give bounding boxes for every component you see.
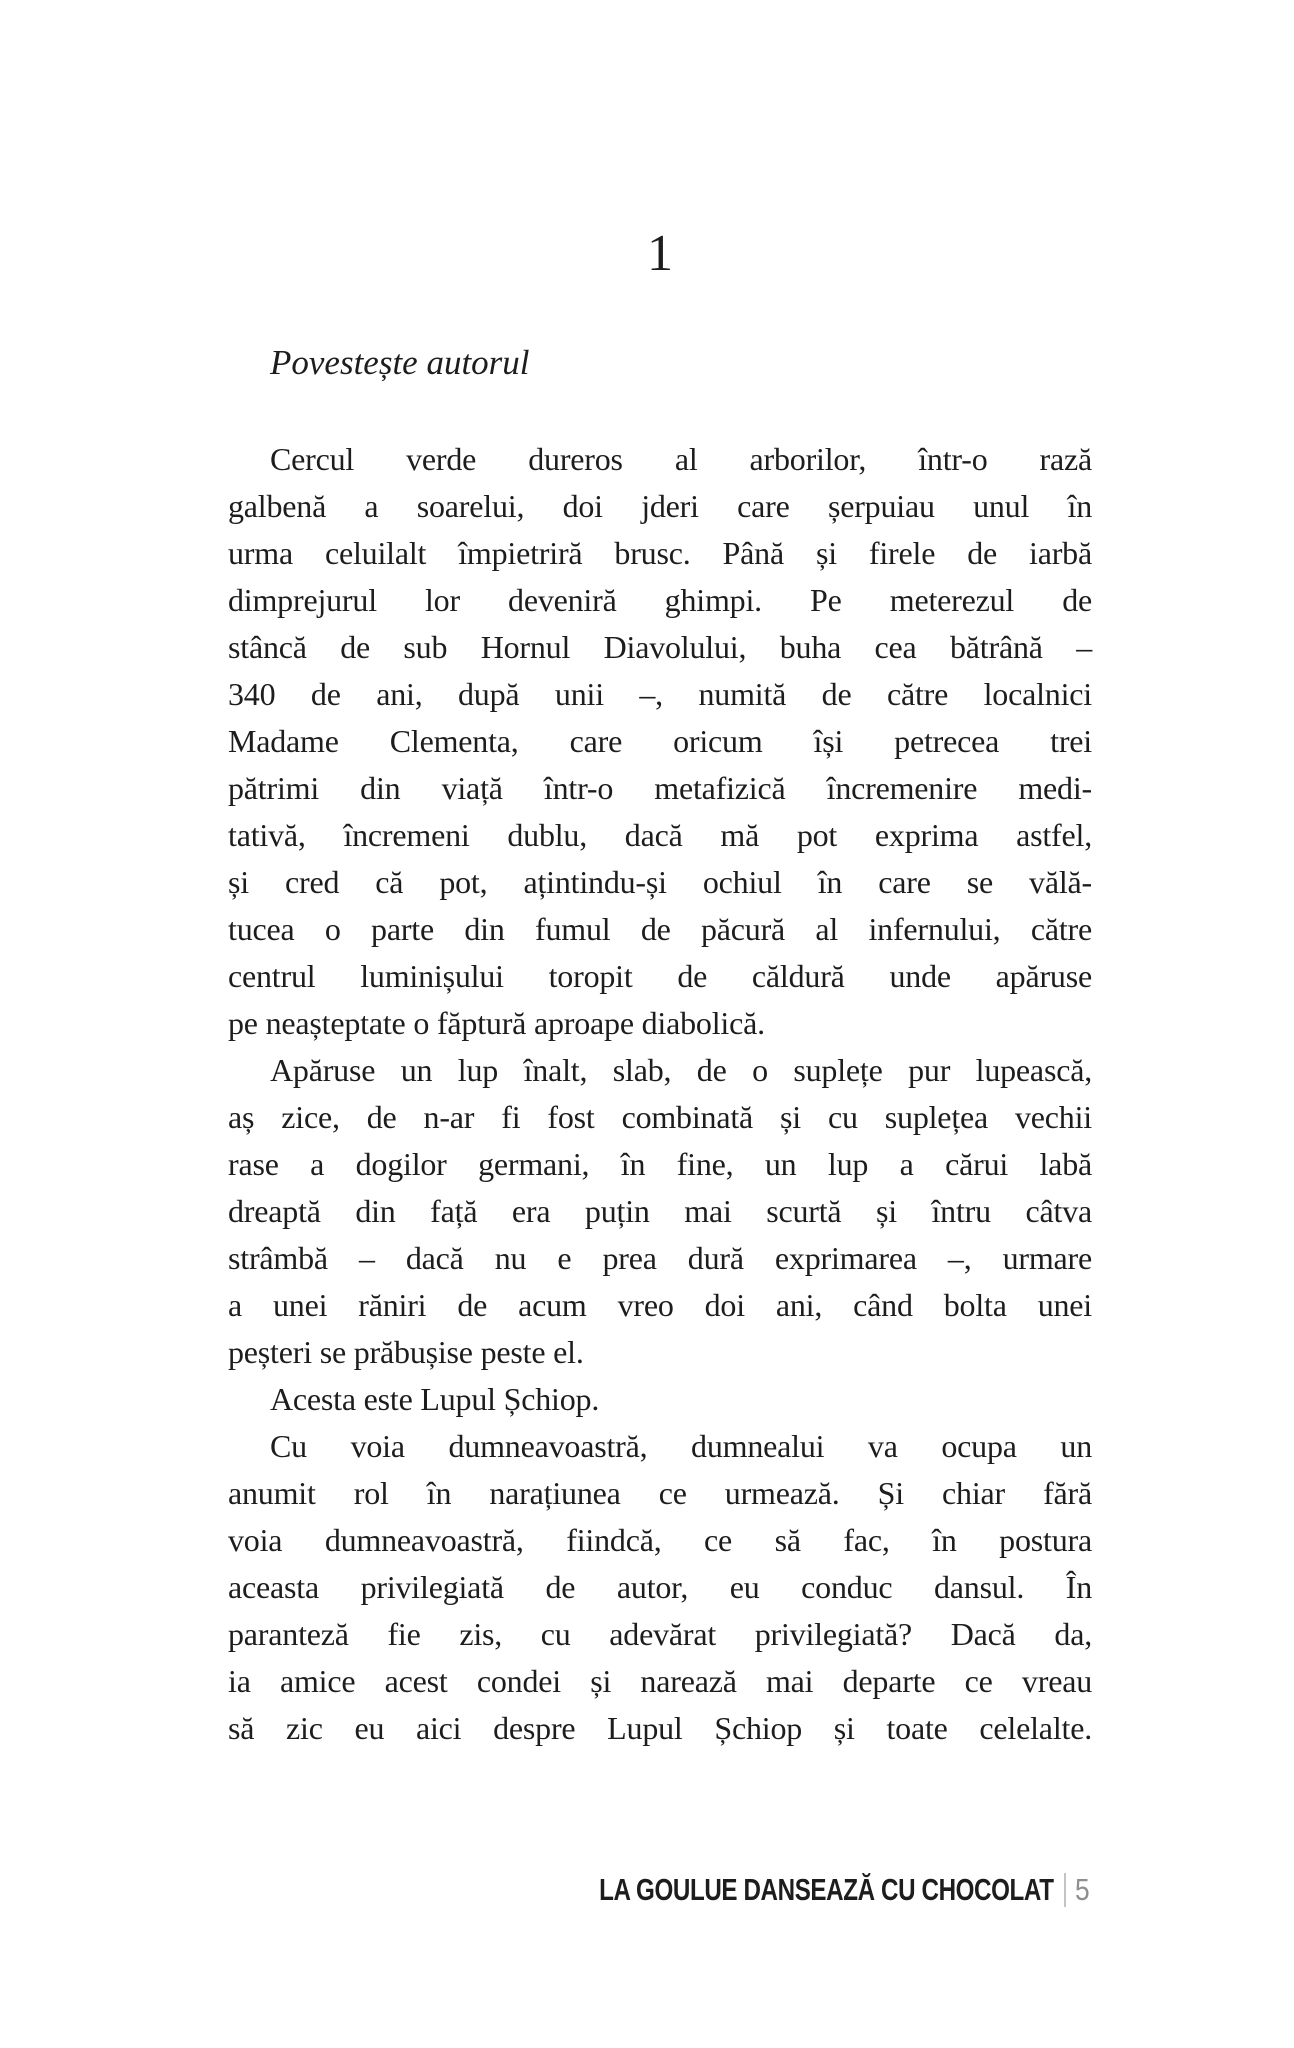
text-line: paranteză fie zis, cu adevărat privilegiată? Dacă da,	[228, 1616, 1092, 1652]
text-line: 340 de ani, după unii –, numită de către localnici	[228, 676, 1092, 712]
footer-separator	[1064, 1873, 1066, 1907]
section-heading: Povestește autorul	[270, 343, 530, 382]
text-line: rase a dogilor germani, în fine, un lup a cărui labă	[228, 1146, 1092, 1182]
text-line: peșteri se prăbușise peste el.	[228, 1334, 584, 1370]
body-text	[228, 436, 1092, 1752]
page-footer	[471, 1872, 1092, 1908]
text-line: Apăruse un lup înalt, slab, de o suplețe pur lupească,	[270, 1052, 1092, 1088]
text-line: tucea o parte din fumul de păcură al infernului, către	[228, 911, 1092, 947]
text-line: Cu voia dumneavoastră, dumnealui va ocupa un	[270, 1428, 1092, 1464]
text-line: dimprejurul lor deveniră ghimpi. Pe meterezul de	[228, 582, 1092, 618]
text-line: ia amice acest condei și narează mai departe ce vreau	[228, 1663, 1092, 1699]
text-line: aș zice, de n-ar fi fost combinată și cu suplețea vechii	[228, 1099, 1092, 1135]
text-line: urma celuilalt împietriră brusc. Până și firele de iarbă	[228, 535, 1092, 571]
text-line: Cercul verde dureros al arborilor, într-o rază	[270, 441, 1092, 477]
text-line: strâmbă – dacă nu e prea dură exprimarea –, urmare	[228, 1240, 1092, 1276]
text-line: să zic eu aici despre Lupul Șchiop și toate celelalte.	[228, 1710, 1092, 1746]
text-line: pe neașteptate o făptură aproape diabolică.	[228, 1005, 765, 1041]
text-line: aceasta privilegiată de autor, eu conduc dansul. În	[228, 1569, 1092, 1605]
text-line: Madame Clementa, care oricum își petrecea trei	[228, 723, 1092, 759]
text-line: a unei răniri de acum vreo doi ani, când bolta unei	[228, 1287, 1092, 1323]
text-line: galbenă a soarelui, doi jderi care șerpuiau unul în	[228, 488, 1092, 524]
text-line: anumit rol în narațiunea ce urmează. Și chiar fără	[228, 1475, 1092, 1511]
text-line: stâncă de sub Hornul Diavolului, buha cea bătrână –	[228, 629, 1092, 665]
text-line: voia dumneavoastră, fiindcă, ce să fac, în postura	[228, 1522, 1092, 1558]
text-line: centrul luminișului toropit de căldură unde apăruse	[228, 958, 1092, 994]
text-line: și cred că pot, ațintindu-și ochiul în care se vălă-	[228, 864, 1092, 900]
chapter-number: 1	[647, 225, 673, 282]
running-footer-title: LA GOULUE DANSEAZĂ CU CHOCOLAT	[599, 1872, 1054, 1907]
text-line: Acesta este Lupul Șchiop.	[270, 1381, 600, 1417]
text-line: pătrimi din viață într-o metafizică încremenire medi-	[228, 770, 1092, 806]
text-line: dreaptă din față era puțin mai scurtă și întru câtva	[228, 1193, 1092, 1229]
page-number: 5	[1074, 1872, 1090, 1907]
text-line: tativă, încremeni dublu, dacă mă pot exprima astfel,	[228, 817, 1092, 853]
